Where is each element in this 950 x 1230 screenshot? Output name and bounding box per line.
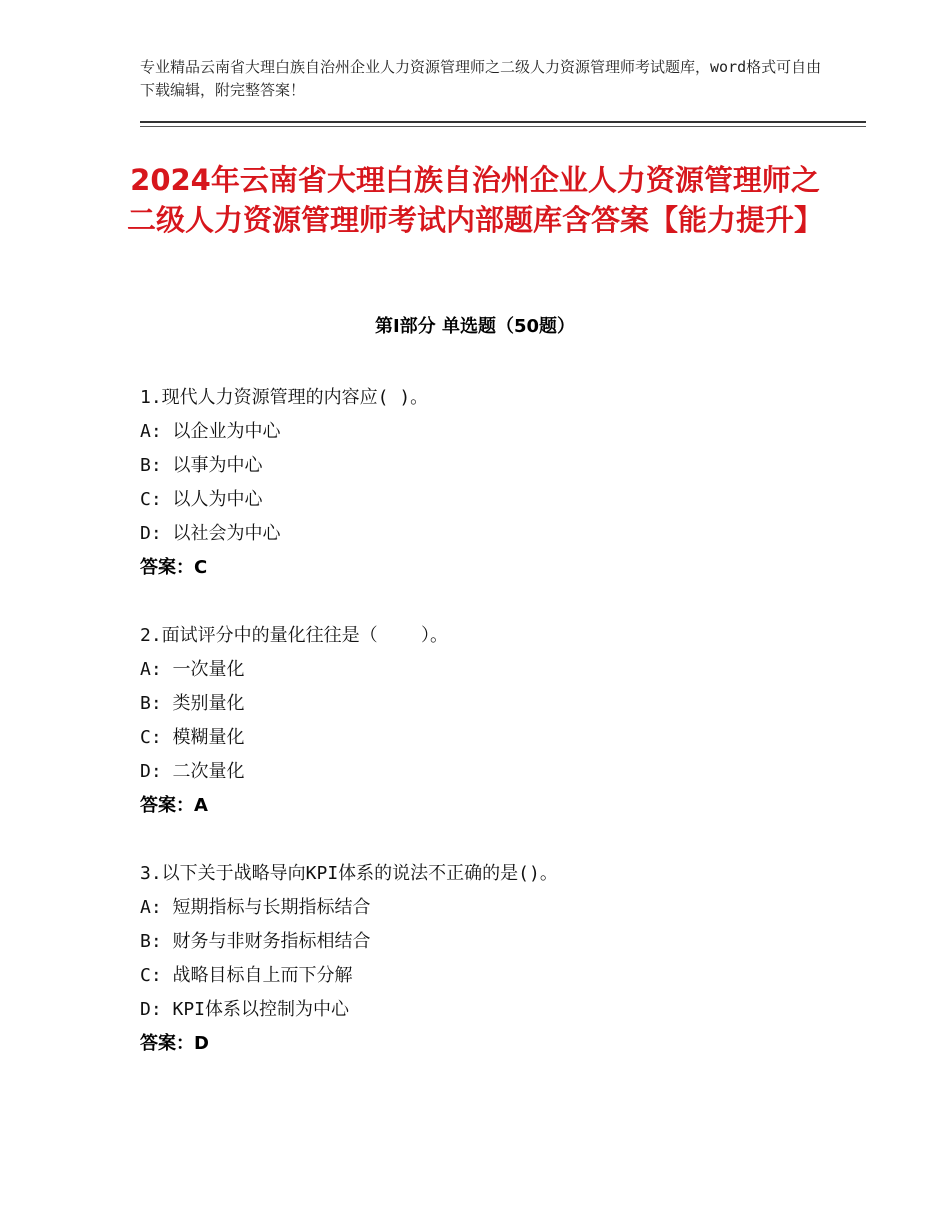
header-divider-thick	[140, 121, 866, 123]
option-d: D: 二次量化	[140, 761, 245, 782]
question-2	[140, 619, 840, 823]
option-c: C: 模糊量化	[140, 727, 245, 748]
question-1	[140, 381, 840, 585]
option-b: B: 以事为中心	[140, 455, 263, 476]
option-a: A: 短期指标与长期指标结合	[140, 897, 371, 918]
question-stem: 3.以下关于战略导向KPI体系的说法不正确的是()。	[140, 863, 558, 884]
option-a: A: 以企业为中心	[140, 421, 281, 442]
option-c: C: 以人为中心	[140, 489, 263, 510]
option-d: D: 以社会为中心	[140, 523, 281, 544]
answer: 答案：D	[140, 1033, 209, 1054]
option-a: A: 一次量化	[140, 659, 245, 680]
option-b: B: 财务与非财务指标相结合	[140, 931, 371, 952]
question-stem: 1.现代人力资源管理的内容应( )。	[140, 387, 429, 408]
option-c: C: 战略目标自上而下分解	[140, 965, 353, 986]
section-title: 第Ⅰ部分 单选题（50题）	[374, 316, 575, 337]
header-divider-thin	[140, 126, 866, 127]
header-note: 专业精品云南省大理白族自治州企业人力资源管理师之二级人力资源管理师考试题库，word格式可自由下载编辑，附完整答案！	[140, 58, 822, 99]
question-stem: 2.面试评分中的量化往往是（ ）。	[140, 625, 449, 646]
answer: 答案：A	[140, 795, 208, 816]
option-b: B: 类别量化	[140, 693, 245, 714]
option-d: D: KPI体系以控制为中心	[140, 999, 350, 1020]
document-title: 2024年云南省大理白族自治州企业人力资源管理师之二级人力资源管理师考试内部题库含答案【能力提升】	[126, 163, 823, 237]
answer: 答案：C	[140, 557, 208, 578]
question-3	[140, 857, 840, 1061]
question-list	[140, 381, 840, 1095]
